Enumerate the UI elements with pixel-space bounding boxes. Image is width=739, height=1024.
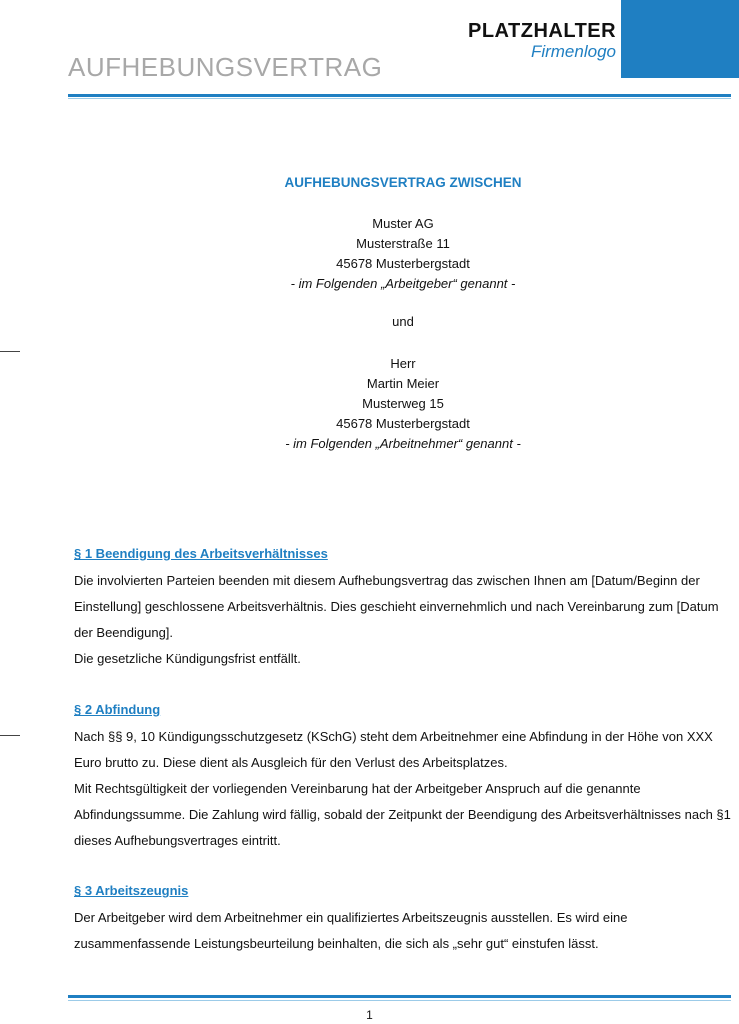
- section-paragraph: Der Arbeitgeber wird dem Arbeitnehmer ein qualifiziertes Arbeitszeugnis ausstellen. Es wird eine zusammenfassende Leistungsbeurteilung beinhalten, die sich als „sehr gut“ einstufen lässt.: [74, 910, 628, 951]
- employer-street: Musterstraße 11: [356, 236, 450, 251]
- employee-city: 45678 Musterbergstadt: [336, 416, 470, 431]
- employee-name: Martin Meier: [366, 376, 440, 391]
- employer-designation: - im Folgenden „Arbeitgeber“ genannt -: [290, 276, 516, 291]
- page-number: 1: [366, 1008, 373, 1022]
- section-body: [74, 568, 734, 672]
- employee-block: [68, 354, 738, 454]
- punch-mark: [0, 735, 20, 736]
- connector-text: und: [392, 314, 414, 329]
- section-1: [74, 544, 734, 672]
- section-heading: § 2 Abfindung: [74, 702, 161, 717]
- section-2: [74, 700, 734, 854]
- section-paragraph: Die gesetzliche Kündigungsfrist entfällt.: [74, 651, 301, 666]
- document-title: AUFHEBUNGSVERTRAG: [68, 52, 383, 82]
- section-body: [74, 724, 734, 854]
- employer-name: Muster AG: [372, 216, 434, 231]
- section-heading: § 1 Beendigung des Arbeitsverhältnisses: [74, 546, 328, 561]
- fold-mark: [0, 351, 20, 352]
- contract-heading: AUFHEBUNGSVERTRAG ZWISCHEN: [284, 175, 522, 190]
- section-3: [74, 881, 734, 957]
- employee-street: Musterweg 15: [362, 396, 444, 411]
- header-divider-thin: [68, 98, 731, 99]
- header-divider: [68, 94, 731, 97]
- company-logo-placeholder: [468, 20, 616, 62]
- logo-main-text: PLATZHALTER: [468, 20, 617, 42]
- section-paragraph: Die involvierten Parteien beenden mit diesem Aufhebungsvertrag das zwischen Ihnen am [Datum/Beginn der Einstellung] geschlossene Arbeitsverhältnis. Dies geschieht einvernehmlich und nach Vereinbarung zum [Datum der Beendigung].: [74, 573, 719, 640]
- section-paragraph: Nach §§ 9, 10 Kündigungsschutzgesetz (KSchG) steht dem Arbeitnehmer eine Abfindung in der Höhe von XXX Euro brutto zu. Diese dient als Ausgleich für den Verlust des Arbeitsplatzes.: [74, 729, 713, 770]
- employer-block: [68, 214, 738, 294]
- logo-sub-text: Firmenlogo: [530, 42, 616, 61]
- employee-designation: - im Folgenden „Arbeitnehmer“ genannt -: [285, 436, 521, 451]
- employee-salutation: Herr: [390, 356, 416, 371]
- section-heading: § 3 Arbeitszeugnis: [74, 883, 189, 898]
- section-paragraph: Mit Rechtsgültigkeit der vorliegenden Vereinbarung hat der Arbeitgeber Anspruch auf die genannte Abfindungssumme. Die Zahlung wird fällig, sobald der Zeitpunkt der Beendigung des Arbeitsverhältnisses nach §1 dieses Aufhebungsvertrages eintritt.: [74, 781, 731, 848]
- logo-block: [621, 0, 739, 78]
- footer-divider: [68, 995, 731, 998]
- footer-divider-thin: [68, 1000, 731, 1001]
- section-body: [74, 905, 734, 957]
- employer-city: 45678 Musterbergstadt: [336, 256, 470, 271]
